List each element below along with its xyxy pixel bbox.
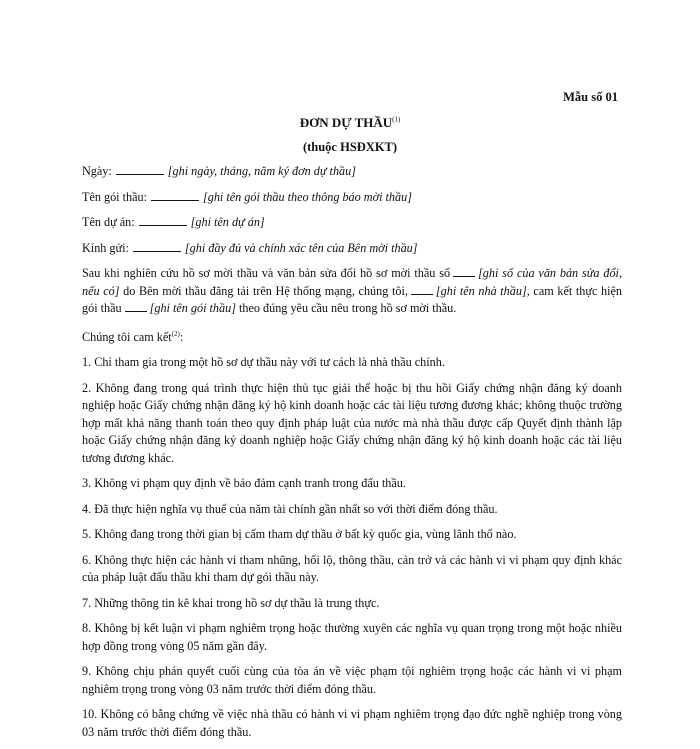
intro-text-2: do Bên mời thầu đăng tải trên Hệ thống mạng, chúng tôi, bbox=[123, 283, 408, 298]
field-package-name bbox=[82, 189, 622, 207]
field-project-name bbox=[82, 214, 622, 232]
field-label: Tên gói thầu: bbox=[82, 189, 147, 204]
commitment-item-5: 5. Không đang trong thời gian bị cấm tham dự thầu ở bất kỳ quốc gia, vùng lãnh thổ nào. bbox=[82, 527, 517, 542]
field-hint: [ghi tên dự án] bbox=[190, 215, 265, 229]
field-addressee bbox=[82, 240, 622, 258]
intro-text-4: theo đúng yêu cầu nêu trong hồ sơ mời thầu. bbox=[239, 301, 457, 315]
fill-blank bbox=[151, 190, 199, 201]
form-number: Mẫu số 01 bbox=[563, 90, 618, 104]
title-text: ĐƠN DỰ THẦU bbox=[299, 115, 393, 130]
commitment-item-3: 3. Không vi phạm quy định về bảo đảm cạnh tranh trong đấu thầu. bbox=[82, 476, 406, 491]
title-footnote-ref: (1) bbox=[392, 115, 401, 124]
commitment-item-10: 10. Không có bằng chứng về việc nhà thầu có hành vi vi phạm nghiêm trọng đạo đức nghề nghiệp trong vòng 03 năm trước thời điểm đóng thầu. bbox=[82, 707, 622, 739]
field-label: Kính gửi: bbox=[82, 240, 129, 255]
document-title bbox=[0, 115, 700, 131]
field-label: Ngày: bbox=[82, 164, 112, 178]
commitment-item-6: 6. Không thực hiện các hành vi tham nhũng, hối lộ, thông thầu, cản trở và các hành vi vi phạm quy định khác của pháp luật đấu thầu khi tham dự gói thầu này. bbox=[82, 552, 622, 585]
fill-blank bbox=[133, 241, 181, 252]
document-body bbox=[82, 163, 622, 749]
commitment-item-2: 2. Không đang trong quá trình thực hiện thủ tục giải thể hoặc bị thu hồi Giấy chứng nhận đăng ký doanh nghiệp hoặc Giấy chứng nhận đăng ký hộ kinh doanh hoặc các tài liệu tương đương khác; không thuộc trường hợp mất khả năng thanh toán theo quy định pháp luật của nước mà nhà thầu được cấp Quyết định thành lập hoặc Giấy chứng nhận đăng ký doanh nghiệp hoặc Giấy chứng nhận đăng ký hộ kinh doanh hoặc các tài liệu tương đương khác. bbox=[82, 380, 622, 465]
commitment-heading bbox=[82, 326, 622, 347]
commitment-label: Chúng tôi cam kết bbox=[82, 329, 172, 344]
commitment-footnote-ref: (2) bbox=[171, 329, 180, 338]
field-hint: [ghi đầy đủ và chính xác tên của Bên mời thầu] bbox=[184, 240, 418, 255]
document-subtitle: (thuộc HSĐXKT) bbox=[302, 140, 398, 154]
fill-blank bbox=[125, 301, 147, 312]
commitment-item-8: 8. Không bị kết luận vi phạm nghiêm trọng hoặc thường xuyên các nghĩa vụ quan trọng trong một hoặc nhiều hợp đồng trong vòng 05 năm gần đây. bbox=[82, 621, 622, 653]
intro-text-1: Sau khi nghiên cứu hồ sơ mời thầu và văn bản sửa đổi hồ sơ mời thầu số bbox=[82, 266, 451, 280]
intro-hint-2: [ghi tên nhà thầu] bbox=[435, 283, 527, 298]
field-hint: [ghi ngày, tháng, năm ký đơn dự thầu] bbox=[167, 164, 356, 178]
intro-hint-1: [ghi số của văn bản sửa đổi, nếu có] bbox=[82, 266, 622, 298]
field-label: Tên dự án: bbox=[82, 215, 135, 229]
intro-text-3: , cam kết thực hiện gói thầu bbox=[82, 283, 622, 315]
fill-blank bbox=[116, 164, 164, 175]
fill-blank bbox=[453, 266, 475, 277]
commitment-item-4: 4. Đã thực hiện nghĩa vụ thuế của năm tài chính gần nhất so với thời điểm đóng thầu. bbox=[82, 501, 498, 516]
commitment-item-7: 7. Những thông tin kê khai trong hồ sơ dự thầu là trung thực. bbox=[82, 595, 380, 610]
field-hint: [ghi tên gói thầu theo thông báo mời thầu] bbox=[202, 189, 412, 204]
commitment-item-1: 1. Chỉ tham gia trong một hồ sơ dự thầu này với tư cách là nhà thầu chính. bbox=[82, 355, 445, 370]
intro-hint-3: [ghi tên gói thầu] bbox=[149, 301, 236, 315]
commitment-item-9: 9. Không chịu phán quyết cuối cùng của tòa án về việc phạm tội nghiêm trọng hoặc các hành vi vi phạm nghiêm trọng trong vòng 03 năm trước thời điểm đóng thầu. bbox=[82, 664, 622, 696]
fill-blank bbox=[139, 215, 187, 226]
intro-paragraph bbox=[82, 265, 622, 318]
field-date bbox=[82, 163, 622, 181]
commitment-colon: : bbox=[179, 329, 184, 344]
fill-blank bbox=[411, 284, 433, 295]
